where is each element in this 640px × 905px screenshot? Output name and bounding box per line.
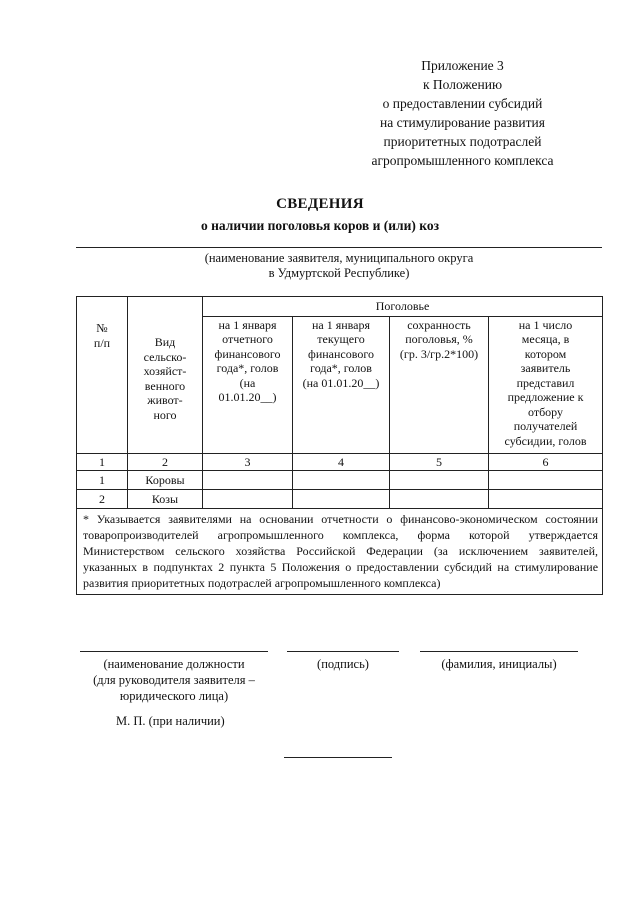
row-animal-type: Козы: [128, 490, 203, 509]
row-number: 2: [77, 490, 128, 509]
column-number: 4: [293, 453, 390, 471]
header-animal-type: [128, 297, 203, 454]
header-line: финансового: [308, 346, 374, 361]
appendix-line: Приложение 3: [421, 58, 504, 73]
data-cell[interactable]: [293, 490, 390, 509]
row-number: 1: [77, 471, 128, 490]
data-cell[interactable]: [390, 471, 489, 490]
full-name-line: [420, 651, 578, 652]
header-first-day-of-month: [489, 316, 603, 453]
header-line: субсидии, голов: [504, 433, 587, 448]
header-line: (на 01.01.20__): [302, 375, 380, 390]
header-line: заявитель: [520, 361, 571, 375]
header-line: отчетного: [222, 332, 273, 346]
header-line: котором: [524, 346, 567, 361]
header-line: месяца, в: [521, 332, 570, 346]
header-jan-current-year: [293, 316, 390, 453]
header-number-line: п/п: [93, 335, 111, 350]
header-line: (на: [239, 375, 256, 390]
header-type-line: хозяйст-: [143, 364, 187, 378]
header-type-line: Вид: [154, 335, 176, 349]
position-caption-line: юридического лица): [119, 689, 229, 703]
seal-note: М. П. (при наличии): [116, 714, 225, 728]
data-cell[interactable]: [489, 471, 603, 490]
header-type-line: живот-: [147, 393, 183, 407]
header-jan-reporting-year: [203, 316, 293, 453]
column-number: 3: [203, 453, 293, 471]
data-cell[interactable]: [203, 490, 293, 509]
column-numbering-row: [77, 453, 603, 471]
appendix-line: приоритетных подотраслей: [383, 134, 542, 149]
signature-caption: (подпись): [317, 657, 369, 671]
table-row: [77, 490, 603, 509]
applicant-caption-line: (наименование заявителя, муниципального округа: [204, 251, 474, 265]
date-line: [284, 757, 392, 758]
position-caption-line: (для руководителя заявителя –: [93, 673, 255, 687]
header-line: 01.01.20__): [218, 390, 277, 404]
position-line: [80, 651, 268, 652]
applicant-caption-line: в Удмуртской Республике): [268, 266, 410, 280]
applicant-name-line: [76, 247, 602, 248]
header-line: представил: [516, 375, 575, 390]
header-line: получателей: [513, 419, 578, 433]
header-number-line: №: [96, 321, 108, 335]
applicant-caption: [76, 251, 602, 281]
header-line: предложение к: [507, 390, 584, 404]
column-number: 6: [489, 453, 603, 471]
document-title: СВЕДЕНИЯ: [276, 196, 364, 212]
data-cell[interactable]: [293, 471, 390, 490]
header-line: (гр. 3/гр.2*100): [399, 346, 479, 361]
header-line: финансового: [214, 346, 281, 361]
header-type-line: сельско-: [143, 349, 187, 364]
row-animal-type: Коровы: [128, 471, 203, 490]
position-caption: [70, 656, 278, 704]
appendix-line: к Положению: [422, 77, 503, 92]
header-type-line: венного: [144, 378, 186, 393]
document-subtitle: о наличии поголовья коров и (или) коз: [200, 218, 440, 233]
appendix-line: о предоставлении субсидий: [382, 96, 543, 111]
column-number: 2: [128, 453, 203, 471]
header-type-line: ного: [153, 407, 177, 422]
full-name-caption: (фамилия, инициалы): [441, 657, 557, 671]
appendix-line: на стимулирование развития: [380, 115, 545, 130]
appendix-line: агропромышленного комплекса: [371, 153, 554, 168]
footnote: * Указывается заявителями на основании отчетности о финансово-экономическом состоянии товаропроизводителей агропромышленного комплекса, форма которой утверждается Министерством сельского хозяйства Российской Федерации (за исключением заявителей, указанных в подпунктах 2 пункта 5 Положения о предоставлении субсидий на стимулирование развития приоритетных подотраслей агропромышленного комплекса): [77, 509, 603, 595]
header-line: сохранность: [407, 317, 471, 332]
appendix-reference: [340, 56, 585, 170]
header-line: на 1 января: [311, 317, 371, 332]
column-number: 5: [390, 453, 489, 471]
signature-line: [287, 651, 399, 652]
livestock-table: [76, 296, 603, 595]
table-row: [77, 471, 603, 490]
header-number: [77, 297, 128, 454]
position-caption-line: (наименование должности: [103, 657, 245, 671]
header-line: на 1 число: [518, 317, 573, 332]
data-cell[interactable]: [390, 490, 489, 509]
header-preservation: [390, 316, 489, 453]
header-line: на 1 января: [218, 317, 277, 332]
header-line: года*, голов: [216, 361, 279, 375]
column-number: 1: [77, 453, 128, 471]
header-line: отбору: [527, 404, 564, 419]
header-line: поголовья, %: [405, 332, 473, 346]
header-line: текущего: [317, 332, 365, 346]
data-cell[interactable]: [203, 471, 293, 490]
data-cell[interactable]: [489, 490, 603, 509]
header-livestock-group: Поголовье: [203, 297, 603, 317]
footnote-row: [77, 509, 603, 595]
header-line: года*, голов: [310, 361, 372, 375]
